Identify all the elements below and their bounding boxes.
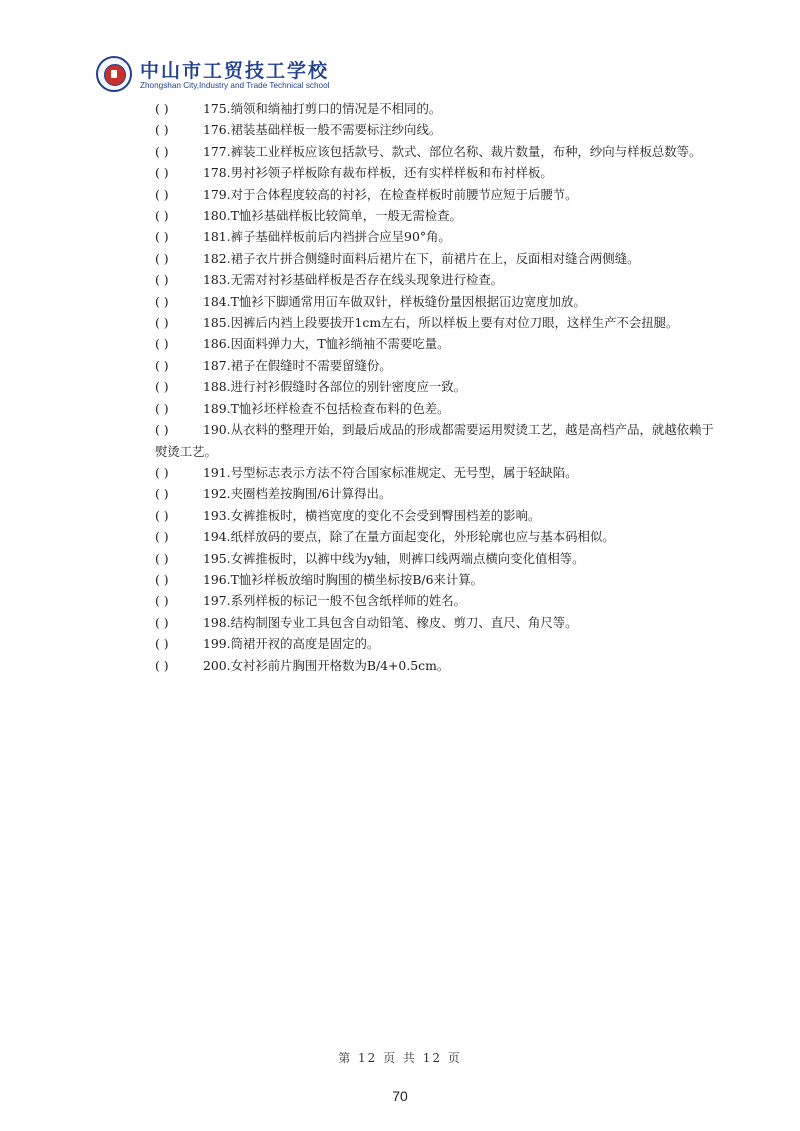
question-item (155, 98, 725, 119)
answer-bracket[interactable]: ( ) (155, 529, 169, 545)
question-item (155, 655, 725, 676)
question-item (155, 119, 725, 140)
question-text: 188.进行衬衫假缝时各部位的别针密度应一致。 (203, 379, 467, 395)
answer-bracket[interactable]: ( ) (155, 101, 169, 116)
answer-bracket[interactable]: ( ) (155, 486, 169, 502)
answer-bracket[interactable]: ( ) (155, 315, 169, 331)
question-text: 178.男衬衫领子样板除有裁布样板，还有实样样板和布衬样板。 (203, 165, 553, 181)
answer-bracket[interactable]: ( ) (155, 336, 169, 352)
question-text: 197.系列样板的标记一般不包含纸样师的姓名。 (203, 593, 467, 609)
answer-bracket[interactable]: ( ) (155, 614, 169, 630)
question-text: 191.号型标志表示方法不符合国家标准规定、无号型，属于轻缺陷。 (203, 464, 578, 480)
question-text: 184.T恤衫下脚通常用冚车做双针，样板缝份量因根据冚边宽度加放。 (203, 293, 586, 309)
answer-bracket[interactable]: ( ) (155, 208, 169, 224)
question-text: 194.纸样放码的要点，除了在量方面起变化，外形轮廓也应与基本码相似。 (203, 529, 615, 545)
question-text: 175.绱领和绱袖打剪口的情况是不相同的。 (203, 101, 442, 116)
question-item (155, 398, 725, 419)
answer-bracket[interactable]: ( ) (155, 165, 169, 181)
answer-bracket[interactable]: ( ) (155, 186, 169, 202)
question-text: 192.夹圈档差按胸围/6计算得出。 (203, 486, 392, 502)
question-item (155, 590, 725, 611)
question-item (155, 205, 725, 226)
question-text: 176.裙装基础样板一般不需要标注纱向线。 (203, 122, 442, 138)
answer-bracket[interactable]: ( ) (155, 379, 169, 395)
question-text: 199.筒裙开衩的高度是固定的。 (203, 636, 380, 652)
question-text: 177.裤装工业样板应该包括款号、款式、部位名称、裁片数量，布种，纱向与样板总数等。 (203, 143, 702, 159)
question-text: 182.裙子衣片拼合侧缝时面料后裙片在下，前裙片在上，反面相对缝合两侧缝。 (203, 250, 640, 266)
answer-bracket[interactable]: ( ) (155, 571, 169, 587)
answer-bracket[interactable]: ( ) (155, 464, 169, 480)
question-item (155, 612, 725, 633)
question-text: 189.T恤衫坯样检查不包括检查布料的色差。 (203, 400, 450, 416)
answer-bracket[interactable]: ( ) (155, 657, 169, 673)
question-text: 180.T恤衫基础样板比较简单，一般无需检查。 (203, 208, 462, 224)
question-list (155, 98, 725, 676)
question-item (155, 419, 725, 462)
answer-bracket[interactable]: ( ) (155, 293, 169, 309)
question-text: 181.裤子基础样板前后内裆拼合应呈90°角。 (203, 229, 451, 245)
question-item (155, 526, 725, 547)
answer-bracket[interactable]: ( ) (155, 593, 169, 609)
answer-bracket[interactable]: ( ) (155, 400, 169, 416)
question-text: 193.女裤推板时，横裆宽度的变化不会受到臀围档差的影响。 (203, 507, 541, 523)
question-text: 183.无需对衬衫基础样板是否存在线头现象进行检查。 (203, 272, 504, 288)
answer-bracket[interactable]: ( ) (155, 229, 169, 245)
answer-bracket[interactable]: ( ) (155, 636, 169, 652)
question-item (155, 483, 725, 504)
question-item (155, 355, 725, 376)
answer-bracket[interactable]: ( ) (155, 507, 169, 523)
page-number: 70 (392, 1088, 408, 1104)
question-text: 195.女裤推板时，以裤中线为y轴，则裤口线两端点横向变化值相等。 (203, 550, 585, 566)
question-item (155, 505, 725, 526)
answer-bracket[interactable]: ( ) (155, 422, 169, 438)
question-text: 190.从衣料的整理开始，到最后成品的形成都需要运用熨烫工艺，越是高档产品，就越依赖于熨烫工艺。 (155, 422, 714, 459)
question-item (155, 291, 725, 312)
question-item (155, 333, 725, 354)
school-logo-header (96, 56, 356, 94)
school-seal-icon (96, 56, 132, 92)
question-text: 185.因裤后内裆上段要拔开1cm左右，所以样板上要有对位刀眼，这样生产不会扭腿。 (203, 315, 679, 331)
question-item (155, 248, 725, 269)
question-text: 200.女衬衫前片胸围开格数为B/4+0.5cm。 (203, 657, 450, 673)
answer-bracket[interactable]: ( ) (155, 122, 169, 138)
question-item (155, 226, 725, 247)
question-text: 179.对于合体程度较高的衬衫，在检查样板时前腰节应短于后腰节。 (203, 186, 578, 202)
school-name-en: Zhongshan City,Industry and Trade Technical school (140, 81, 330, 90)
answer-bracket[interactable]: ( ) (155, 357, 169, 373)
question-text: 187.裙子在假缝时不需要留缝份。 (203, 357, 392, 373)
answer-bracket[interactable]: ( ) (155, 550, 169, 566)
question-item (155, 569, 725, 590)
question-text: 198.结构制图专业工具包含自动铅笔、橡皮、剪刀、直尺、角尺等。 (203, 614, 578, 630)
question-item (155, 462, 725, 483)
school-name-cn: 中山市工贸技工学校 (140, 60, 330, 82)
page-info: 第 12 页 共 12 页 (338, 1051, 462, 1065)
answer-bracket[interactable]: ( ) (155, 143, 169, 159)
question-item (155, 184, 725, 205)
question-item (155, 312, 725, 333)
question-item (155, 548, 725, 569)
question-item (155, 141, 725, 162)
question-text: 196.T恤衫样板放缩时胸围的横坐标按B/6来计算。 (203, 571, 484, 587)
answer-bracket[interactable]: ( ) (155, 272, 169, 288)
question-item (155, 162, 725, 183)
question-item (155, 633, 725, 654)
question-text: 186.因面料弹力大，T恤衫绱袖不需要吃量。 (203, 336, 450, 352)
question-item (155, 376, 725, 397)
question-item (155, 269, 725, 290)
answer-bracket[interactable]: ( ) (155, 250, 169, 266)
